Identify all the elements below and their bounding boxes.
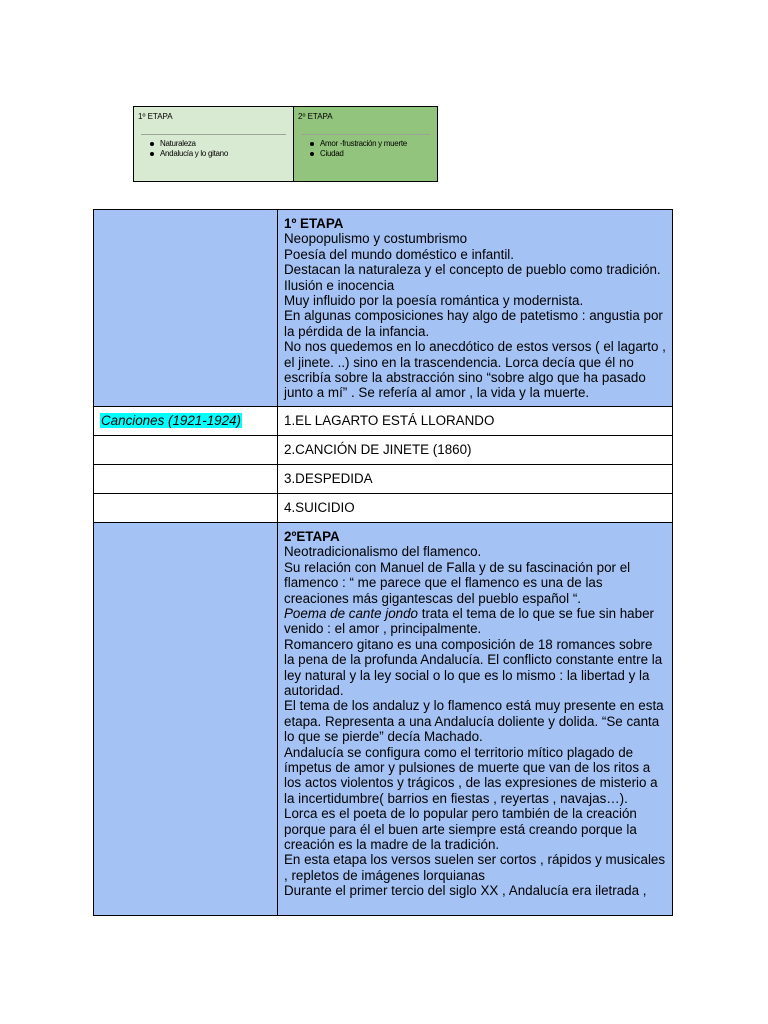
summary-table: [133, 106, 438, 182]
etapa2-title: 2ºETAPA: [284, 528, 340, 544]
summary-etapa1-title: 1º ETAPA: [138, 112, 173, 121]
table-cell-empty: [94, 522, 278, 915]
poema-title: Poema de cante jondo: [284, 605, 419, 621]
etapa1-line: Destacan la naturaleza y el concepto de pueblo como tradición.: [284, 262, 661, 278]
etapa2-line-rest: trata el tema de lo que se fue sin haber venido : el amor , principalmente.: [284, 605, 654, 637]
table-cell-empty: [94, 493, 278, 522]
etapa1-line: Muy influido por la poesía romántica y modernista.: [284, 293, 584, 309]
etapa2-line: Su relación con Manuel de Falla y de su fascinación por el flamenco : “ me parece que el flamenco es una de las creaciones más gigantescas del pueblo español “.: [284, 559, 631, 606]
table-row-etapa1: [94, 210, 673, 407]
summary-etapa2-title: 2º ETAPA: [298, 112, 333, 121]
list-item: Amor -frustración y muerte: [320, 139, 433, 149]
list-item: Andalucía y lo gitano: [160, 149, 289, 159]
etapa2-line: El tema de los andaluz y lo flamenco está muy presente en esta etapa. Representa a una Andalucía doliente y dolida. “Se canta lo que se pierde” decía Machado.: [284, 698, 664, 745]
canciones-label: Canciones (1921-1924): [101, 413, 241, 429]
etapa2-line: Romancero gitano es una composición de 18 romances sobre la pena de la profunda Andalucía. El conflicto constante entre la ley natural y la ley social o lo que es lo mismo : la libertad y la autoridad.: [284, 636, 663, 698]
summary-divider: [301, 134, 430, 135]
summary-etapa1-list: [138, 139, 289, 159]
list-item: Naturaleza: [160, 139, 289, 149]
table-cell-empty: [94, 464, 278, 493]
etapa1-cell: [278, 210, 673, 407]
etapa1-line: Neopopulismo y costumbrismo: [284, 231, 468, 247]
song-title: 3.DESPEDIDA: [278, 464, 673, 493]
etapa2-line: Andalucía se configura como el territorio mítico plagado de ímpetus de amor y pulsiones de muerte que van de los ritos a los actos violentos y trágicos , de las expresiones de misterio a la incertidumbre( barrios en fiestas , reyertas , navajas…).: [284, 744, 658, 806]
table-row-song: [94, 493, 673, 522]
etapa2-line: [284, 606, 666, 637]
main-table: [93, 209, 673, 916]
song-title: 1.EL LAGARTO ESTÁ LLORANDO: [278, 406, 673, 435]
table-row-song: [94, 435, 673, 464]
table-row-song: [94, 464, 673, 493]
table-row-etapa2: [94, 522, 673, 915]
summary-etapa2-list: [298, 139, 433, 159]
etapa1-line: No nos quedemos en lo anecdótico de estos versos ( el lagarto , el jinete. ..) sino en la trascendencia. Lorca decía que él no escribía sobre la abstracción sino “sobre algo que ha pasado junto a mí” . Se refería al amor , la vida y la muerte.: [284, 339, 666, 401]
etapa2-line: Durante el primer tercio del siglo XX , Andalucía era iletrada ,: [284, 883, 647, 899]
summary-cell-etapa2: [294, 107, 438, 182]
etapa1-line: Poesía del mundo doméstico e infantil.: [284, 246, 515, 262]
summary-divider: [141, 134, 286, 135]
list-item: Ciudad: [320, 149, 433, 159]
etapa2-cell: [278, 522, 673, 915]
table-cell-empty: [94, 435, 278, 464]
summary-cell-etapa1: [134, 107, 294, 182]
etapa2-line: Neotradicionalismo del flamenco.: [284, 544, 482, 560]
etapa2-line: Lorca es el poeta de lo popular pero también de la creación porque para él el buen arte siempre está creando porque la creación es la madre de la tradición.: [284, 806, 637, 852]
etapa1-line: Ilusión e inocencia: [284, 277, 395, 293]
song-title: 4.SUICIDIO: [278, 493, 673, 522]
canciones-cell: [94, 406, 278, 435]
table-cell-empty: [94, 210, 278, 407]
etapa1-line: En algunas composiciones hay algo de patetismo : angustia por la pérdida de la infancia.: [284, 308, 663, 339]
etapa2-line: En esta etapa los versos suelen ser cortos , rápidos y musicales , repletos de imágenes lorquianas: [284, 852, 666, 883]
song-title: 2.CANCIÓN DE JINETE (1860): [278, 435, 673, 464]
etapa1-title: 1º ETAPA: [284, 216, 344, 231]
table-row-song: [94, 406, 673, 435]
